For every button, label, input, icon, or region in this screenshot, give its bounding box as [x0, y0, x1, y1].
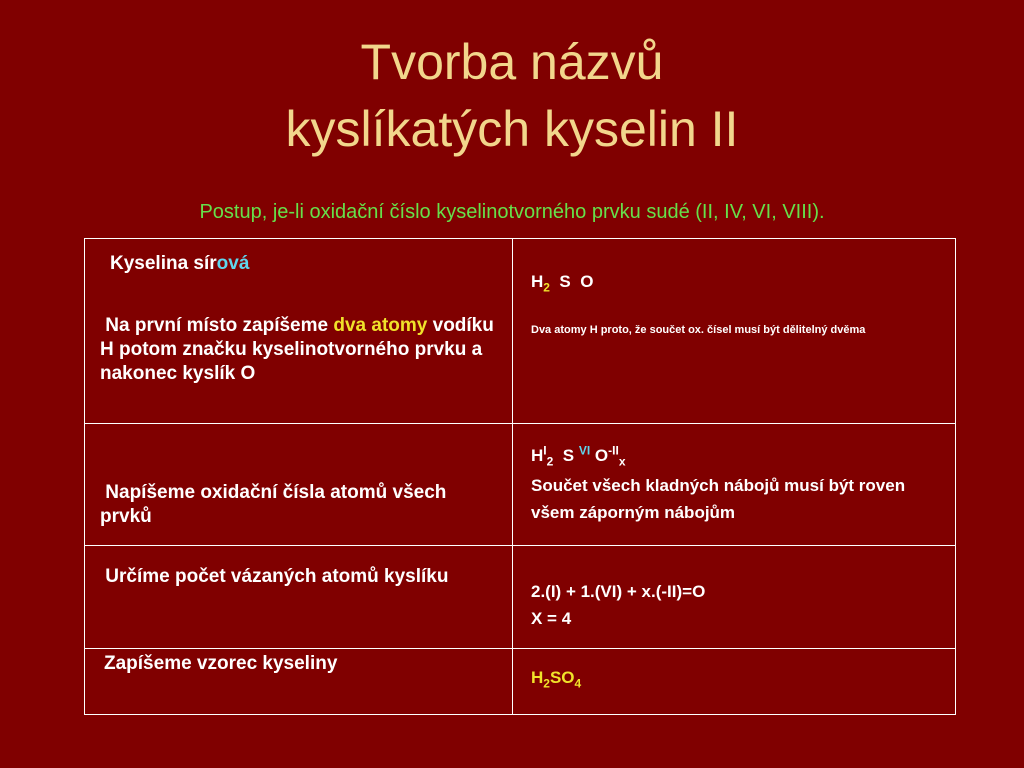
table-border-left: [84, 238, 85, 715]
formula-s: S: [559, 272, 571, 291]
ox-o: O: [594, 446, 609, 465]
step-1-text-b: vodíku H potom značku kyselinotvorného prvku a nakonec kyslík O: [100, 315, 494, 384]
row-divider-3: [84, 648, 956, 649]
final-so: SO: [549, 668, 575, 687]
formula-h-sub: 2: [543, 280, 550, 295]
ox-h: H: [531, 446, 544, 465]
acid-name: [110, 252, 249, 276]
ox-h-sub: 2: [546, 454, 554, 469]
step-1-highlight: dva atomy: [333, 315, 428, 336]
equation-line-1: 2.(I) + 1.(VI) + x.(-II)=O: [531, 582, 706, 601]
final-o-sub: 4: [574, 676, 582, 691]
step-4-text: Zapíšeme vzorec kyseliny: [104, 653, 338, 674]
step-1-text: [100, 314, 500, 386]
formula-oxidation: [531, 444, 626, 468]
formula-h: H: [531, 272, 544, 291]
table-border-bottom: [84, 714, 956, 715]
slide-subtitle: Postup, je-li oxidační číslo kyselinotvorného prvku sudé (II, IV, VI, VIII).: [199, 201, 825, 223]
step-3-text-content: Určíme počet vázaných atomů kyslíku: [105, 566, 449, 587]
formula-o: O: [580, 272, 594, 291]
final-h-sub: 2: [543, 676, 550, 691]
table-border-top: [84, 238, 956, 239]
procedure-table: [84, 238, 956, 715]
step-2-text: [100, 481, 500, 529]
slide-title-line-1: Tvorba názvů: [360, 34, 664, 90]
row-divider-2: [84, 545, 956, 546]
equation-line-2: X = 4: [531, 609, 572, 628]
final-formula: [531, 666, 581, 690]
acid-name-suffix: ová: [216, 253, 250, 274]
ox-s: S: [562, 446, 575, 465]
row-divider-1: [84, 423, 956, 424]
step-2-text-content: Napíšeme oxidační čísla atomů všech prvků: [100, 482, 447, 527]
ox-h-sup: I: [543, 443, 547, 458]
formula-skeleton: [531, 270, 593, 294]
acid-name-prefix: Kyselina sír: [110, 253, 217, 274]
final-h: H: [531, 668, 544, 687]
table-border-right: [955, 238, 956, 715]
step-2-note: Součet všech kladných nábojů musí být roven všem záporným nábojům: [531, 476, 906, 522]
column-divider: [512, 238, 513, 715]
step-1-text-a: Na první místo zapíšeme: [105, 315, 334, 336]
ox-o-sup: -II: [608, 443, 619, 458]
slide-title-line-2: kyslíkatých kyselin II: [285, 101, 739, 157]
step-1-note: Dva atomy H proto, že součet ox. čísel musí být dělitelný dvěma: [531, 324, 866, 336]
ox-o-sub: x: [618, 454, 626, 469]
step-3-text: [100, 565, 500, 589]
ox-s-sup: VI: [578, 443, 591, 458]
